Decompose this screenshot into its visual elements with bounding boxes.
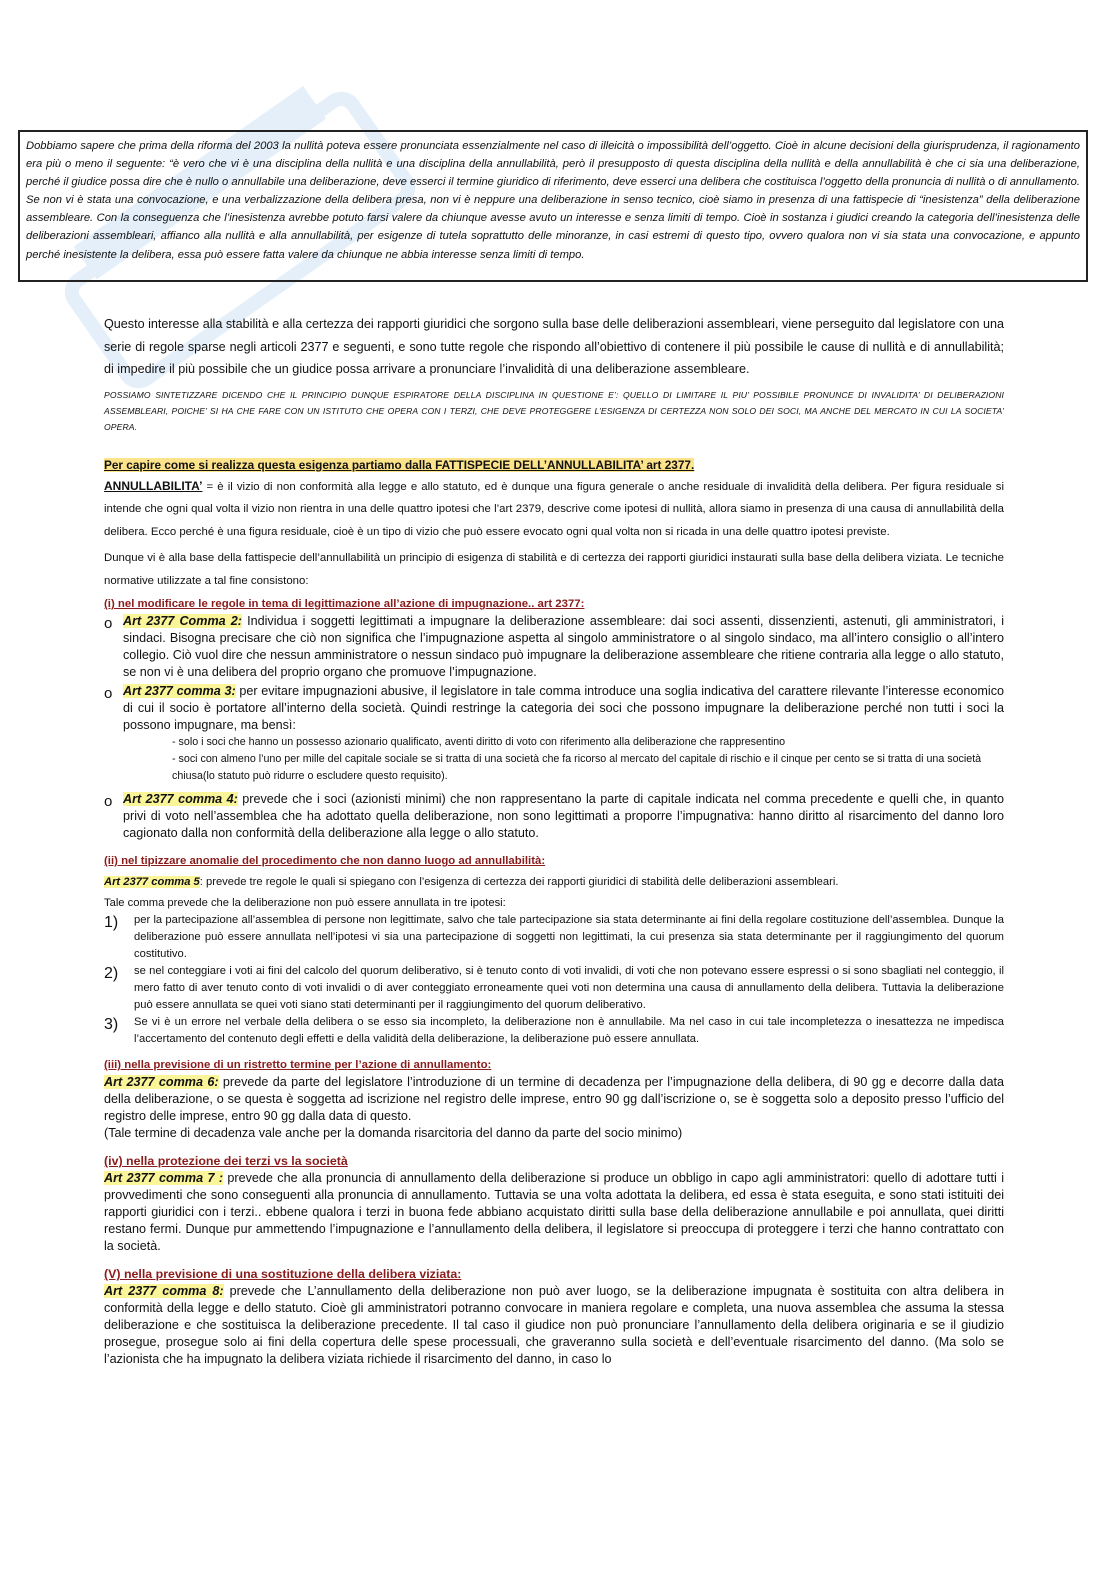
heading-v: (V) nella previsione di una sostituzione della delibera viziata: — [104, 1267, 462, 1281]
summary-caps-paragraph: POSSIAMO SINTETIZZARE DICENDO CHE IL PRINCIPIO DUNQUE ESPIRATORE DELLA DISCIPLINA IN QUESTIONE E’: QUELLO DI LIMITARE IL PIU’ POSSIBILE PRONUNCE DI INVALIDITA’ DI DELIBERAZIONI ASSEMBLEARI, POICHE’ SI HA CHE FARE CON UN ISTITUTO CHE OPERA CON I TERZI, CHE DEVE PROTEGGERE L’ESIGENZA DI CERTEZZA NON SOLO DEI SOCI, MA ANCHE DEL MERCATO IN CUI LA SOCIETA’ OPERA. — [104, 389, 1004, 432]
comma-6-paragraph — [104, 1074, 1004, 1125]
numbered-item-3 — [104, 1014, 1004, 1048]
item-number: 3) — [104, 1016, 119, 1033]
main-content — [104, 313, 1004, 1368]
item-number: 2) — [104, 965, 119, 982]
intro-paragraph: Questo interesse alla stabilità e alla certezza dei rapporti giuridici che sorgono sulla base delle deliberazioni assembleari, viene perseguito dal legislatore con una serie di regole sparse negli articoli 2377 e seguenti, e sono tutte regole che rispondo all’obiettivo di contenere il più possibile le cause di nullità e di annullabilità; di impedire il più possibile che un giudice possa arrivare a pronunciare l’invalidità di una deliberazione assembleare. — [104, 317, 1004, 376]
bullet-text: per evitare impugnazioni abusive, il legislatore in tale comma introduce una soglia indicativa del carattere rilevante l’interesse economico di cui il socio è portatore all’interno della società. Quindi restringe la categoria dei soci che possono impugnare la deliberazione perché non tutti i soci la possono impugnare, ma bensì: — [123, 684, 1004, 732]
annullabilita-label: ANNULLABILITA’ — [104, 478, 203, 493]
numbered-text: se nel conteggiare i voti ai fini del calcolo del quorum deliberativo, si è tenuto conto di voti invalidi, di voti che non potevano essere espressi o si sono sbagliati nel conteggio, il mero fatto di aver tenuto conto di voti invalidi o di aver conteggiato erroneamente quei voti non determina una causa di annullamento della delibera. Tuttavia la deliberazione può essere annullata se quei voti siano stati determinanti per il raggiungimento del quorum deliberativo. — [134, 965, 1004, 1011]
art-label: Art 2377 comma 4: — [123, 792, 238, 806]
bullet-text: prevede che i soci (azionisti minimi) che non rappresentano la parte di capitale indicata nel comma precedente e quelli che, in quanto privi di voto nell’assemblea che ha adottato quella deliberazione, non sono legittimati a proporre l’impugnativa: hanno diritto al risarcimento del danno loro cagionato dalla non conformità della deliberazione alla legge o allo statuto. — [123, 792, 1004, 840]
bullet-comma-4 — [104, 791, 1004, 842]
bullet-text: Individua i soggetti legittimati a impugnare la deliberazione assembleare: dai soci assenti, dissenzienti, astenuti, gli amministratori, i sindaci. Bisogna precisare che ciò non significa che l’impugnazione aspetta al singolo amministratore o al singolo sindaco, ma all’intero consiglio o all’intero collegio. Ciò vuol dire che nessun amministratore o nessun sindaco può impugnare la deliberazione assembleare che ritiene contraria alla legge o allo statuto, se non vi è una delibera del proprio organo che promuove l’impugnazione. — [123, 614, 1004, 679]
art-label: Art 2377 comma 5 — [104, 876, 200, 888]
section-title-wrap — [104, 455, 1004, 475]
comma-5-paragraph — [104, 874, 1004, 891]
dunque-paragraph: Dunque vi è alla base della fattispecie dell’annullabilità un principio di esigenza di stabilità e di certezza dei rapporti giuridici instaurati sulla base della delibera viziata. Le tecniche normative utilizzate a tal fine consistono: — [104, 552, 1004, 587]
art-label: Art 2377 comma 7 : — [104, 1171, 224, 1185]
art-label: Art 2377 comma 6: — [104, 1075, 219, 1089]
inexistence-note-box — [18, 130, 1088, 282]
comma-8-paragraph — [104, 1283, 1004, 1368]
bullet-circle: o — [104, 615, 113, 632]
bullet-comma-3 — [104, 683, 1004, 734]
annullabilita-text: = è il vizio di non conformità alla legge e allo statuto, ed è dunque una figura generale o anche residuale di invalidità della delibera. Per figura residuale si intende che ogni qual volta il vizio non rientra in una delle quattro ipotesi che l’art 2379, descrive come ipotesi di nullità, allora siamo in presenza di una causa di annullabilità della delibera. Ecco perché è una figura residuale, cioè è un tipo di vizio che può essere evocato ogni qual volta non si ricada in una delle quattro ipotesi previste. — [104, 480, 1004, 538]
art-label: Art 2377 comma 8: — [104, 1284, 224, 1298]
comma-6-text: prevede da parte del legislatore l’introduzione di un termine di decadenza per l’impugnazione della delibera, di 90 gg e decorre dalla data della deliberazione, o se questa è soggetta ad iscrizione nel registro delle imprese, entro 90 gg dall’iscrizione o, se è soggetta solo a deposito presso l’ufficio del registro delle imprese, entro 90 gg dalla data di questo. — [104, 1075, 1004, 1123]
numbered-text: Se vi è un errore nel verbale della delibera o se esso sia incompleto, la deliberazione non è annullabile. Ma nel caso in cui tale incompletezza o inesattezza ne impedisca l’accertamento del contenuto degli effetti e della validità della deliberazione, la deliberazione può essere annullata. — [134, 1016, 1004, 1045]
numbered-text: per la partecipazione all’assemblea di persone non legittimate, salvo che tale partecipazione sia stata determinante ai fini della regolare costituzione dell’assemblea. Dunque la deliberazione può essere annullata nell’ipotesi vi sia una partecipazione di soggetti non legittimati, la cui presenza sia stata determinante per il raggiungimento del quorum costitutivo. — [134, 914, 1004, 960]
item-number: 1) — [104, 914, 119, 931]
bullet-comma-2 — [104, 613, 1004, 681]
bullet-circle: o — [104, 685, 113, 702]
bullet-circle: o — [104, 793, 113, 810]
comma-5-intro: Tale comma prevede che la deliberazione non può essere annullata in tre ipotesi: — [104, 897, 506, 909]
heading-ii: (ii) nel tipizzare anomalie del procedimento che non danno luogo ad annullabilità: — [104, 855, 546, 867]
comma-5-text: : prevede tre regole le quali si spiegano con l’esigenza di certezza dei rapporti giuridici di stabilità delle deliberazioni assembleari. — [199, 876, 839, 888]
art-label: Art 2377 Comma 2: — [123, 614, 242, 628]
art-label: Art 2377 comma 3: — [123, 684, 236, 698]
comma-7-paragraph — [104, 1170, 1004, 1255]
heading-iv: (iv) nella protezione dei terzi vs la società — [104, 1154, 348, 1168]
inexistence-note-text: Dobbiamo sapere che prima della riforma del 2003 la nullità poteva essere pronunciata essenzialmente nel caso di illeicità o impossibilità dell’oggetto. Cioè in alcune decisioni della giurisprudenza, il ragionamento era più o meno il seguente: “è vero che vi è una disciplina della nullità e una disciplina della annullabilità, però il presupposto di questa disciplina della nullità e della annullabilità è che ci sia una deliberazione, perché il giudice possa dire che è nullo o annullabile una deliberazione, deve esserci il termine giuridico di riferimento, deve esserci una delibera che costituisca l’oggetto della pronuncia di nullità o di annullamento. Se non vi è stata una convocazione, e una verbalizzazione della delibera presa, non vi è neppure una deliberazione in senso tecnico, cioè siamo in presenza di una fattispecie di “inesistenza” della deliberazione assembleare. Con la conseguenza che l’inesistenza avrebbe potuto farsi valere da chiunque avesse avuto un interesse e senza limiti di tempo. Cioè in sostanza i giudici creando la categoria dell’inesistenza delle deliberazioni assembleari, affianco alla nullità e alla annullabilità, per esigenze di tutela soprattutto delle minoranze, in casi estremi di questo tipo, ovvero qualora non vi sia stata una convocazione, e appunto perché inesistente la delibera, essa può essere fatta valere da chiunque ne abbia interesse senza limiti di tempo. — [26, 140, 1080, 261]
comma-6-note: (Tale termine di decadenza vale anche per la domanda risarcitoria del danno da parte del socio minimo) — [104, 1126, 683, 1140]
section-title: Per capire come si realizza questa esigenza partiamo dalla FATTISPECIE DELL’ANNULLABILITA’ art 2377. — [104, 457, 695, 472]
heading-i: (i) nel modificare le regole in tema di legittimazione all’azione di impugnazione.. art 2377: — [104, 598, 585, 610]
numbered-item-1 — [104, 912, 1004, 963]
comma-8-text: prevede che L’annullamento della deliberazione non può aver luogo, se la deliberazione impugnata è sostituita con altra delibera in conformità della legge e dello statuto. Cioè gli amministratori potranno convocare in maniera regolare e completa, una nuova assemblea che assuma la stessa deliberazione e che sostituisca la deliberazione precedente. Il tal caso il giudice non può pronunciare l’annullamento della delibera originaria e se il giudizio prosegue, prosegue solo ai fini della copertura delle spese processuali, che graveranno sulla società e dell’eventuale risarcimento del danno. (Ma solo se l’azionista che ha impugnato la delibera viziata richiede il risarcimento del danno, in caso lo — [104, 1284, 1004, 1366]
comma-7-text: prevede che alla pronuncia di annullamento della deliberazione si produce un obbligo in capo agli amministratori: quello di adottare tutti i provvedimenti che sono conseguenti alla pronuncia di annullamento. Tuttavia se una volta adottata la delibera, ed essa è stata eseguita, e sono stati istituiti dei rapporti giuridici con i terzi.. ebbene qualora i terzi in buona fede abbiano acquistato diritti sulla base della deliberazione annullabile e poi annullata, quei diritti restano fermi. Dunque pur ammettendo l’impugnazione e l’annullamento della delibera, il legislatore si preoccupa di proteggere i terzi che hanno contrattato con la società. — [104, 1171, 1004, 1253]
annullabilita-definition — [104, 475, 1004, 544]
sub-item-2: - soci con almeno l’uno per mille del capitale sociale se si tratta di una società che fa ricorso al mercato del capitale di rischio e il cinque per cento se si tratta di una società chiusa(lo statuto può ridurre o escludere questo requisito). — [172, 753, 982, 782]
heading-iii: (iii) nella previsione di un ristretto termine per l’azione di annullamento: — [104, 1059, 492, 1071]
numbered-item-2 — [104, 963, 1004, 1014]
sub-item-1: - solo i soci che hanno un possesso azionario qualificato, aventi diritto di voto con riferimento alla deliberazione che rappresentino — [172, 736, 786, 748]
